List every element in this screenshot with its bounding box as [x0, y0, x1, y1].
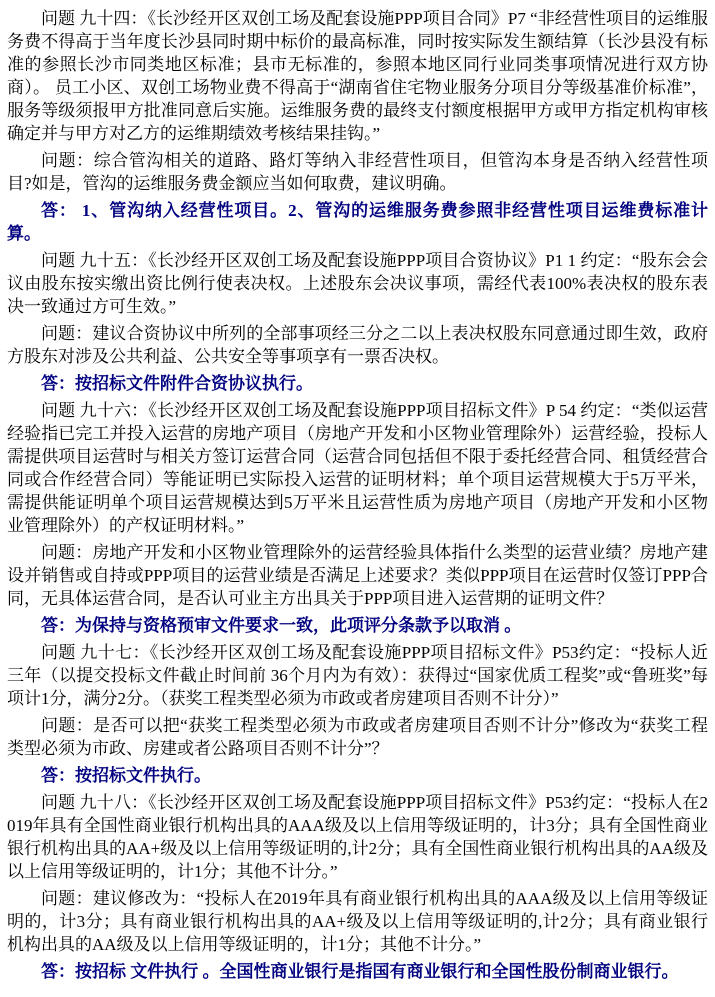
question-98-body: 问题：建议修改为：“投标人在2019年具有商业银行机构出具的AAA级及以上信用等级证明的，计3分；具有商业银行机构出具的AA+级及以上信用等级证明的,计2分；具有商业银行机构出具的AA级及以上信用等级证明的，计1分；其他不计分。”	[7, 889, 708, 954]
answer-96: 答：为保持与资格预审文件要求一致，此项评分条款予以取消 。	[41, 616, 522, 635]
question-97-citation: 问题 九十七：《长沙经开区双创工场及配套设施PPP项目招标文件》P53约定：“投标人近三年（以提交投标文件截止时间前 36个月内为有效）：获得过“国家优质工程奖”或“鲁班奖”每项计1分，满分2分。（获奖工程类型必须为市政或者房建项目否则不计分）”	[7, 643, 708, 708]
answer-97: 答：按招标文件执行。	[41, 766, 211, 785]
question-94-body: 问题：综合管沟相关的道路、路灯等纳入非经营性项目，但管沟本身是否纳入经营性项目?如是，管沟的运维服务费金额应当如何取费，建议明确。	[7, 151, 708, 193]
question-94-citation: 问题 九十四：《长沙经开区双创工场及配套设施PPP项目合同》P7 “非经营性项目的运维服务费不得高于当年度长沙县同时期中标价的最高标准，同时按实际发生额结算（长沙县没有标准的参照长沙市同类地区标准；县市无标准的，参照本地区同行业同类事项情况进行双方协商）。 员工小区、双创工场物业费不得高于“湖南省住宅物业服务分项目分等级基准价标准”，服务等级须报甲方批准同意后实施。运维服务费的最终支付额度根据甲方或甲方指定机构审核确定并与甲方对乙方的运维期绩效考核结果挂钩。”	[7, 9, 708, 143]
answer-98: 答：按招标 文件执行 。全国性商业银行是指国有商业银行和全国性股份制商业银行。	[41, 962, 679, 981]
question-98-citation: 问题 九十八：《长沙经开区双创工场及配套设施PPP项目招标文件》P53约定：“投标人在2019年具有全国性商业银行机构出具的AAA级及以上信用等级证明的，计3分；具有全国性商业银行机构出具的AA+级及以上信用等级证明的,计2分；具有全国性商业银行机构出具的AA级及以上信用等级证明的，计1分；其他不计分。”	[7, 793, 708, 881]
answer-94: 答： 1、管沟纳入经营性项目。2、管沟的运维服务费参照非经营性项目运维费标准计算。	[7, 201, 708, 243]
question-97-body: 问题：是否可以把“获奖工程类型必须为市政或者房建项目否则不计分”修改为“获奖工程类型必须为市政、房建或者公路项目否则不计分”？	[7, 716, 708, 758]
answer-95: 答：按招标文件附件合资协议执行。	[41, 374, 313, 393]
question-96-body: 问题：房地产开发和小区物业管理除外的运营经验具体指什么类型的运营业绩？房地产建设并销售或自持或PPP项目的运营业绩是否满足上述要求？类似PPP项目在运营时仅签订PPP合同，无具体运营合同，是否认可业主方出具关于PPP项目进入运营期的证明文件？	[7, 543, 708, 608]
question-95-body: 问题：建议合资协议中所列的全部事项经三分之二以上表决权股东同意通过即生效，政府方股东对涉及公共利益、公共安全等事项享有一票否决权。	[7, 324, 708, 366]
question-96-citation: 问题 九十六：《长沙经开区双创工场及配套设施PPP项目招标文件》P 54 约定：“类似运营经验指已完工并投入运营的房地产项目（房地产开发和小区物业管理除外）运营经验，投标人需提供项目运营时与相关方签订运营合同（运营合同包括但不限于委托经营合同、租赁经营合同或合作经营合同）等能证明已实际投入运营的证明材料；单个项目运营规模大于5万平米，需提供能证明单个项目运营规模达到5万平米且运营性质为房地产项目（房地产开发和小区物业管理除外）的产权证明材料。”	[7, 401, 708, 535]
question-95-citation: 问题 九十五：《长沙经开区双创工场及配套设施PPP项目合资协议》P1 1 约定：“股东会会议由股东按实缴出资比例行使表决权。上述股东会决议事项，需经代表100%表决权的股东表决一致通过方可生效。”	[7, 251, 708, 316]
